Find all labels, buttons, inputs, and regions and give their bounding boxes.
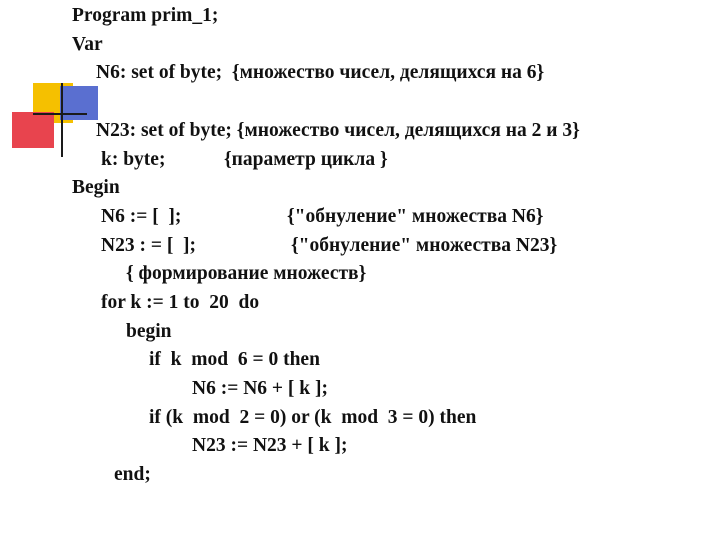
code-line-inner-begin: begin (126, 321, 172, 342)
code-line-var: Var (72, 34, 103, 55)
code-line-n23-decl: N23: set of byte; {множество чисел, делящихся на 2 и 3} (96, 120, 580, 141)
code-line-program: Program prim_1; (72, 5, 219, 26)
code-line-n23-reset: N23 : = [ ]; (101, 235, 197, 256)
code-line-begin: Begin (72, 177, 120, 198)
code-comment-forming: { формирование множеств} (126, 263, 367, 284)
code-line-end: end; (114, 464, 151, 485)
code-line-n6-reset: N6 := [ ]; (101, 206, 182, 227)
code-line-for: for k := 1 to 20 do (101, 292, 260, 313)
code-line-if-mod2-mod3: if (k mod 2 = 0) or (k mod 3 = 0) then (149, 407, 477, 428)
code-line-k-decl: k: byte; {параметр цикла } (101, 149, 388, 170)
code-line-n23-add: N23 := N23 + [ k ]; (192, 435, 348, 456)
code-comment-n6-reset: {"обнуление" множества N6} (287, 206, 544, 227)
code-line-n6-decl: N6: set of byte; {множество чисел, делящихся на 6} (96, 62, 545, 83)
code-line-n6-add: N6 := N6 + [ k ]; (192, 378, 328, 399)
code-comment-n23-reset: {"обнуление" множества N23} (291, 235, 558, 256)
code-line-if-mod6: if k mod 6 = 0 then (149, 349, 320, 370)
